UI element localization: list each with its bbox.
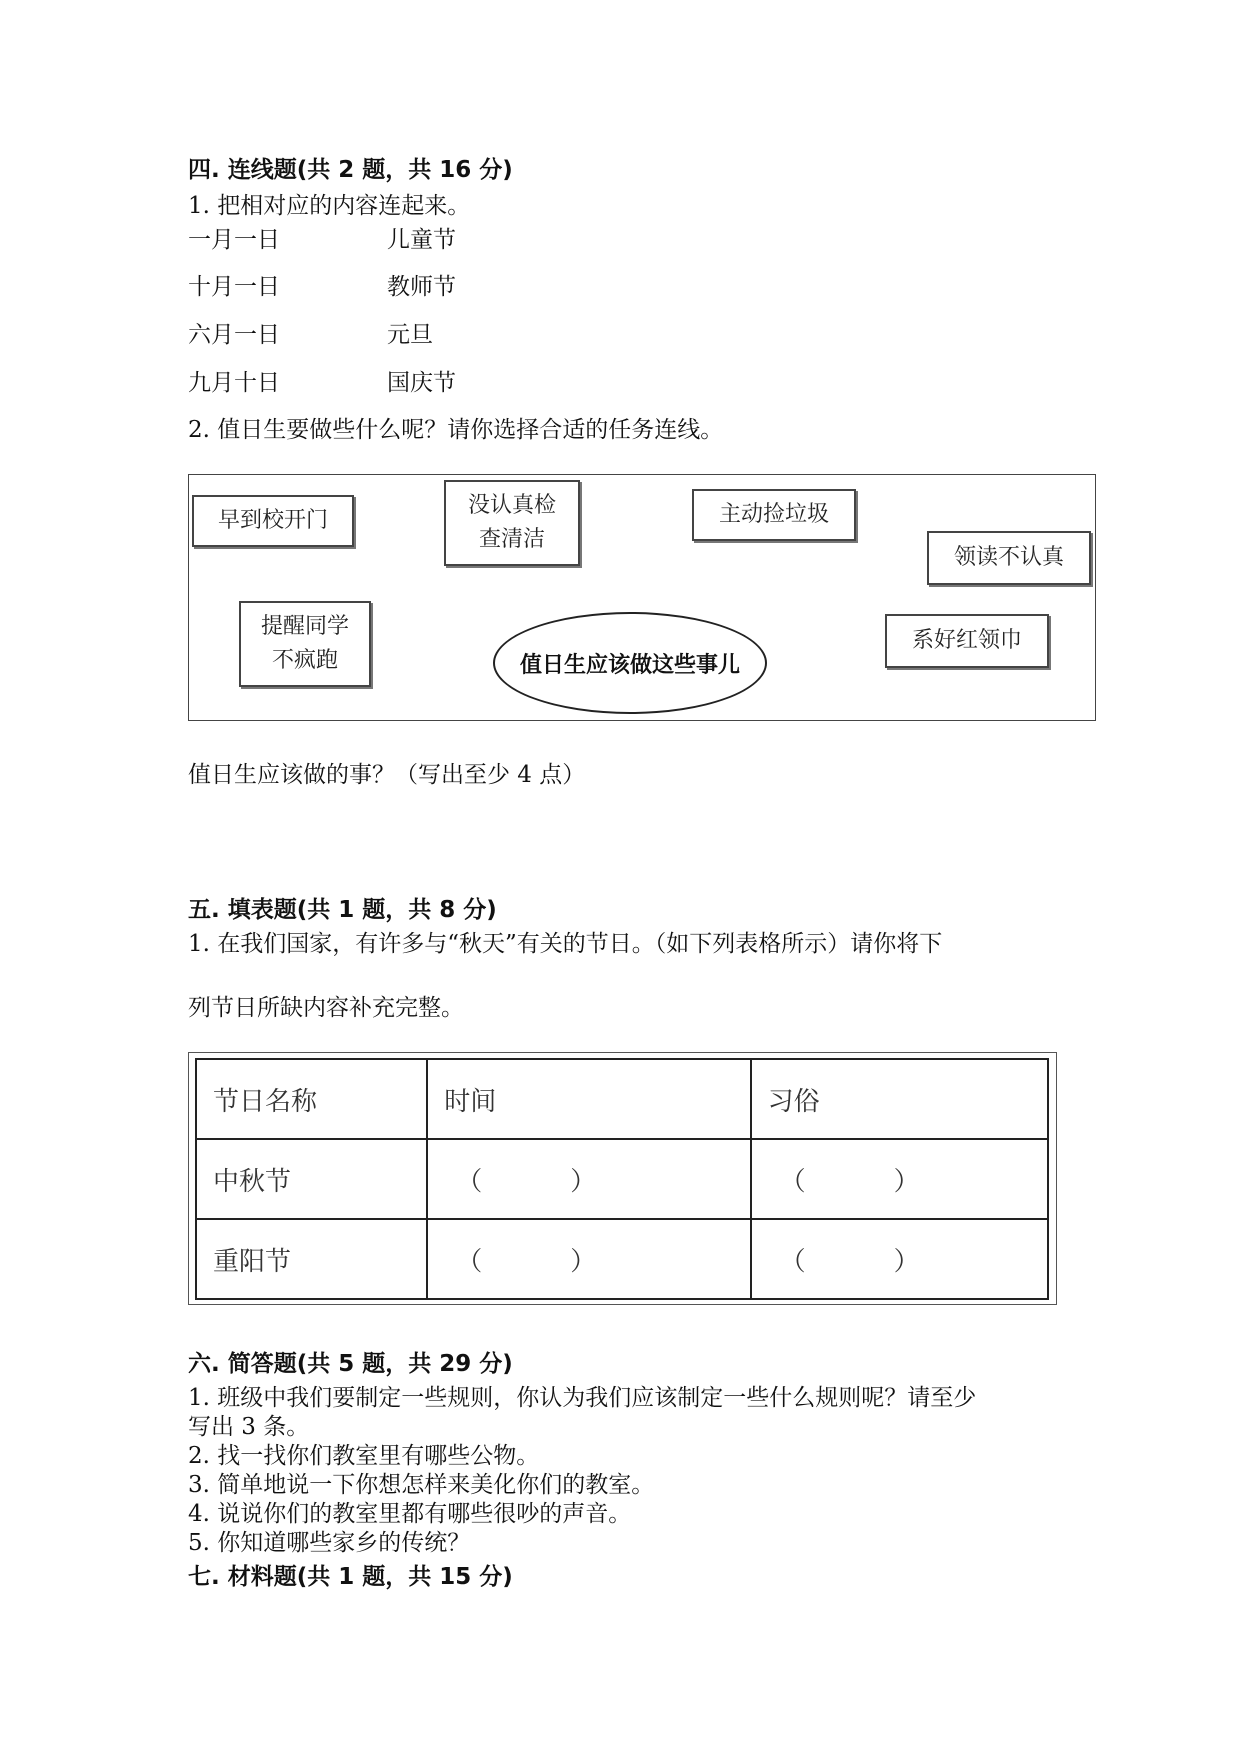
section4-q2-followup: 值日生应该做的事？（写出至少 4 点）	[188, 762, 586, 788]
section7-heading: 七. 材料题(共 1 题，共 15 分)	[188, 1564, 513, 1590]
header-festival-name: 节日名称	[196, 1059, 427, 1139]
close-paren: ）	[893, 1246, 920, 1277]
task-box-pick-trash-label: 主动捡垃圾	[718, 502, 829, 527]
table-row	[196, 1139, 1048, 1219]
section5-q1-line2: 列节日所缺内容补充完整。	[188, 995, 464, 1021]
open-paren: （	[779, 1246, 806, 1277]
task-box-early-open-label: 早到校开门	[217, 508, 328, 533]
section6-q3: 3. 简单地说一下你想怎样来美化你们的教室。	[188, 1472, 655, 1498]
task-box-pick-trash	[692, 489, 856, 541]
custom-blank-cell[interactable]	[751, 1139, 1048, 1219]
task-box-remind-classmates	[239, 601, 371, 687]
table-row	[196, 1219, 1048, 1299]
close-paren: ）	[570, 1246, 597, 1277]
match-left-2: 十月一日	[188, 274, 280, 300]
header-custom: 习俗	[751, 1059, 1048, 1139]
center-ellipse-label: 值日生应该做这些事儿	[519, 652, 740, 678]
match-right-4: 国庆节	[387, 370, 456, 396]
section5-heading: 五. 填表题(共 1 题，共 8 分)	[188, 897, 497, 923]
open-paren: （	[456, 1166, 483, 1197]
time-blank-cell[interactable]	[427, 1139, 750, 1219]
match-right-3: 元旦	[387, 322, 433, 348]
open-paren: （	[779, 1166, 806, 1197]
task-box-red-scarf-label: 系好红领巾	[911, 628, 1022, 653]
task-box-check-cleaning	[444, 480, 580, 566]
close-paren: ）	[570, 1166, 597, 1197]
festival-name-cell: 中秋节	[196, 1139, 427, 1219]
open-paren: （	[456, 1246, 483, 1277]
match-left-4: 九月十日	[188, 370, 280, 396]
custom-blank-cell[interactable]	[751, 1219, 1048, 1299]
match-left-1: 一月一日	[188, 227, 280, 253]
section6-q5: 5. 你知道哪些家乡的传统？	[188, 1530, 471, 1556]
task-box-remind-classmates-line2: 不疯跑	[271, 648, 338, 673]
task-box-lead-reading	[927, 531, 1091, 585]
time-blank-cell[interactable]	[427, 1219, 750, 1299]
section6-q1-line2: 写出 3 条。	[188, 1414, 310, 1440]
section6-q1-line1: 1. 班级中我们要制定一些规则，你认为我们应该制定一些什么规则呢？请至少	[188, 1385, 977, 1411]
task-box-lead-reading-label: 领读不认真	[953, 545, 1064, 570]
task-box-check-cleaning-line2: 查清洁	[478, 527, 545, 552]
match-left-3: 六月一日	[188, 322, 280, 348]
duty-matching-figure	[188, 474, 1096, 721]
header-time: 时间	[427, 1059, 750, 1139]
match-right-2: 教师节	[387, 274, 456, 300]
task-box-check-cleaning-line1: 没认真检	[467, 493, 556, 518]
section4-q2-prompt: 2. 值日生要做些什么呢？请你选择合适的任务连线。	[188, 417, 724, 443]
section6-heading: 六. 简答题(共 5 题，共 29 分)	[188, 1351, 513, 1377]
task-box-remind-classmates-line1: 提醒同学	[260, 614, 349, 639]
festival-name-cell: 重阳节	[196, 1219, 427, 1299]
festival-table-frame	[188, 1052, 1057, 1305]
section6-q4: 4. 说说你们的教室里都有哪些很吵的声音。	[188, 1501, 632, 1527]
task-box-early-open	[192, 495, 354, 547]
section6-q2: 2. 找一找你们教室里有哪些公物。	[188, 1443, 540, 1469]
close-paren: ）	[893, 1166, 920, 1197]
task-box-red-scarf	[885, 614, 1049, 668]
section5-q1-line1: 1. 在我们国家，有许多与“秋天”有关的节日。（如下列表格所示）请你将下	[188, 931, 943, 957]
section4-q1-prompt: 1. 把相对应的内容连起来。	[188, 193, 471, 219]
festival-table	[195, 1058, 1049, 1300]
table-header-row	[196, 1059, 1048, 1139]
section4-heading: 四. 连线题(共 2 题，共 16 分)	[188, 157, 513, 183]
center-ellipse	[493, 612, 767, 714]
match-right-1: 儿童节	[387, 227, 456, 253]
